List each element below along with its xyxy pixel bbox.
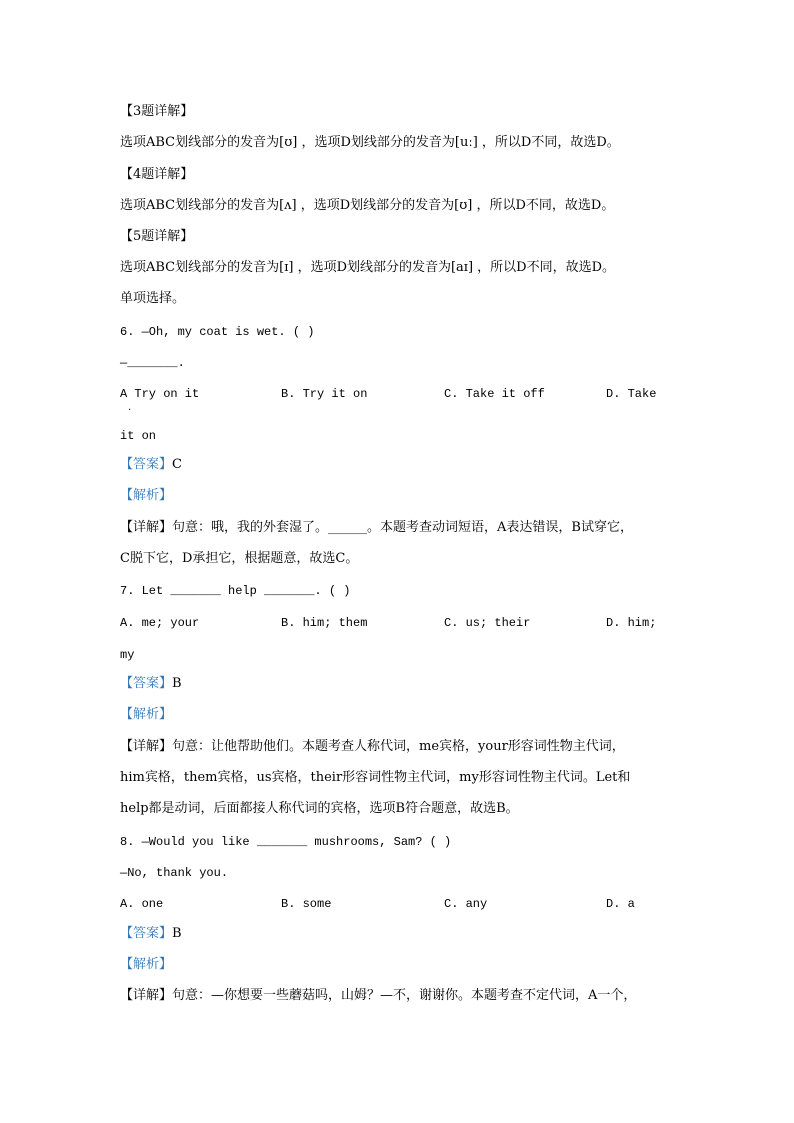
- q7-analysis-label: 【解析】: [120, 707, 173, 722]
- q6-option-c: C. Take it off: [444, 387, 545, 401]
- q6-option-d-wrap: it on: [120, 429, 157, 443]
- q7-detail-1: [120, 739, 625, 755]
- q8-option-b: B. some: [281, 897, 332, 911]
- q6-detail-2: C脱下它，D承担它，根据题意，故选C。: [120, 551, 359, 566]
- q8-answer: [120, 926, 182, 942]
- q8-stem: 8. —Would you like _______ mushrooms, Sam? ( ): [120, 835, 452, 849]
- q3-heading: 【3题详解】: [120, 104, 194, 119]
- section-title: 单项选择。: [120, 291, 186, 306]
- answer-label: 【答案】: [120, 676, 173, 691]
- q8-detail-1: [120, 988, 636, 1004]
- q5-explanation: 选项ABC划线部分的发音为[ɪ] ，选项D划线部分的发音为[aɪ] ，所以D不同，故选D。: [120, 260, 616, 275]
- q5-heading: 【5题详解】: [120, 229, 194, 244]
- answer-value: B: [172, 676, 182, 691]
- answer-label: 【答案】: [120, 457, 173, 472]
- q7-answer: [120, 676, 182, 692]
- q8-option-d: D. a: [606, 897, 635, 911]
- q4-heading: 【4题详解】: [120, 167, 194, 182]
- detail-label: 【详解】: [120, 988, 173, 1003]
- answer-label: 【答案】: [120, 926, 173, 941]
- q6-option-dot: .: [128, 402, 132, 413]
- detail-text: 句意：让他帮助他们。本题考查人称代词，me宾格，your形容词性物主代词，: [172, 739, 625, 754]
- q6-option-d: D. Take: [606, 387, 657, 401]
- q8-analysis-label: 【解析】: [120, 957, 173, 972]
- q7-detail-2: him宾格，them宾格，us宾格，their形容词性物主代词，my形容词性物主代词。Let和: [120, 770, 631, 785]
- detail-label: 【详解】: [120, 739, 173, 754]
- q3-explanation: 选项ABC划线部分的发音为[ʊ] ，选项D划线部分的发音为[uː] ，所以D不同，故选D。: [120, 135, 620, 150]
- q6-answer: [120, 457, 182, 473]
- q7-option-c: C. us; their: [444, 616, 531, 630]
- detail-text: 句意：—你想要一些蘑菇吗，山姆？—不，谢谢你。本题考查不定代词，A一个，: [172, 988, 637, 1003]
- detail-label: 【详解】: [120, 520, 173, 535]
- q7-stem: 7. Let _______ help _______. ( ): [120, 584, 351, 598]
- q4-explanation: 选项ABC划线部分的发音为[ʌ] ，选项D划线部分的发音为[ʊ] ，所以D不同，故选D。: [120, 198, 615, 213]
- q6-stem: 6. —Oh, my coat is wet. ( ): [120, 325, 315, 339]
- answer-value: C: [172, 457, 182, 472]
- q8-option-c: C. any: [444, 897, 488, 911]
- q8-option-a: A. one: [120, 897, 164, 911]
- answer-value: B: [172, 926, 182, 941]
- detail-text: 句意：哦，我的外套湿了。______。本题考查动词短语，A表达错误，B试穿它，: [172, 520, 633, 535]
- q7-option-d: D. him;: [606, 616, 657, 630]
- q7-option-b: B. him; them: [281, 616, 368, 630]
- q6-analysis-label: 【解析】: [120, 488, 173, 503]
- q6-detail-1: [120, 520, 633, 536]
- q7-option-a: A. me; your: [120, 616, 200, 630]
- q6-option-a: A Try on it: [120, 387, 200, 401]
- q7-option-d-wrap: my: [120, 648, 135, 662]
- q8-reply: —No, thank you.: [120, 866, 229, 880]
- q6-blank: —_______.: [120, 356, 185, 370]
- q6-option-b: B. Try it on: [281, 387, 368, 401]
- q7-detail-3: help都是动词，后面都接人称代词的宾格，选项B符合题意，故选B。: [120, 801, 519, 816]
